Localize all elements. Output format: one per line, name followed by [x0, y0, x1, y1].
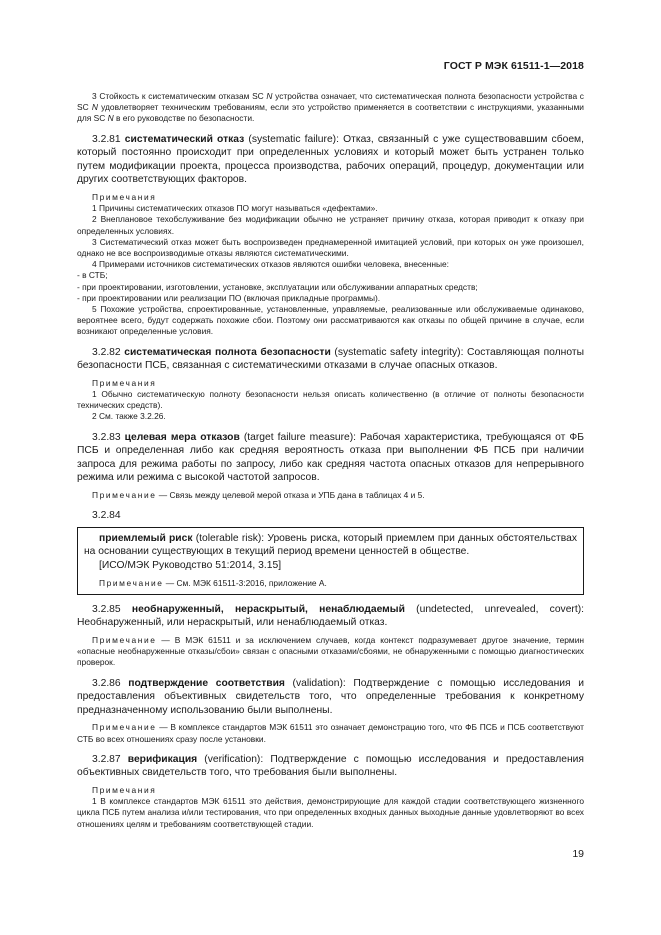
definition-3-2-84: приемлемый риск (tolerable risk): Уровень риска, который приемлем при данных обстоятельствах на основании существующих в текущий период времени ценностей в обществе. [84, 532, 577, 558]
term-systematic-failure: систематический отказ [124, 133, 245, 145]
definition-3-2-87: 3.2.87 верификация (verification): Подтверждение с помощью исследования и предоставления объективных свидетельств того, что требования были выполнены. [77, 753, 584, 779]
note-item: 2 Внеплановое техобслуживание без модификации обычно не устраняет причину отказа, которая приводит к отказу при определенных условиях. [77, 214, 584, 236]
note-single: Примечание — Связь между целевой мерой отказа и УПБ дана в таблицах 4 и 5. [92, 490, 425, 500]
notes-label: Примечания [92, 377, 157, 388]
note-item: 2 См. также 3.2.26. [92, 411, 166, 422]
term-tolerable-risk: приемлемый риск [99, 532, 193, 544]
notes-label: Примечания [92, 784, 157, 795]
notes-label: Примечания [92, 191, 157, 202]
note-list-item: - при проектировании или реализации ПО (включая прикладные программы). [77, 292, 381, 303]
note-item: 4 Примерами источников систематических отказов являются ошибки человека, внесенные: [92, 259, 449, 270]
page-header-title: ГОСТ Р МЭК 61511-1—2018 [443, 60, 584, 72]
note-list-item: - при проектировании, изготовлении, установке, эксплуатации или обслуживании аппаратных средств; [77, 281, 478, 292]
boxed-definition-3-2-84 [77, 527, 584, 595]
term-verification: верификация [127, 753, 198, 765]
term-target-failure-measure: целевая мера отказов [124, 431, 240, 443]
term-undetected: необнаруженный, нераскрытый, ненаблюдаемый [131, 603, 405, 615]
note-item: 1 Причины систематических отказов ПО могут называться «дефектами». [92, 203, 378, 214]
definition-number-3-2-84: 3.2.84 [92, 510, 121, 522]
definition-3-2-82: 3.2.82 систематическая полнота безопасности (systematic safety integrity): Составляющая полноты безопасности ПСБ, связанная с систематическими отказами в случае опасных отказов. [77, 346, 584, 372]
note-item: 1 В комплексе стандартов МЭК 61511 это действия, демонстрирующие для каждой стадии соответствующего жизненного цикла ПСБ путем анализа и/или тестирования, что при определенных входных данных выходные данные удовлетворяют во всех отношениях целям и требованиям соответствующей стадии. [77, 796, 584, 829]
definition-3-2-85: 3.2.85 необнаруженный, нераскрытый, ненаблюдаемый (undetected, unrevealed, covert): Необнаруженный, или нераскрытый, или ненаблюдаемый отказ. [77, 603, 584, 629]
note-single: Примечание — В комплексе стандартов МЭК 61511 это означает демонстрацию того, что ФБ ПСБ и ПСБ соответствуют СТБ во всех отношениях сразу после установки. [77, 722, 584, 744]
definition-3-2-81: 3.2.81 систематический отказ (systematic failure): Отказ, связанный с уже существовавшим сбоем, который постоянно происходит при определенных условиях и который может быть устранен только путем модификации проекта, процесса производства, рабочих операций, процедур, документации или других соответствующих факторов. [77, 133, 584, 186]
note-item: 3 Систематический отказ может быть воспроизведен преднамеренной имитацией условий, при которых он уже произошел, однако не все воспроизводимые отказы являются систематическими. [77, 236, 584, 258]
term-validation: подтверждение соответствия [128, 677, 285, 689]
term-systematic-safety-integrity: систематическая полнота безопасности [124, 346, 331, 358]
page-content [77, 91, 584, 830]
note-single: Примечание — См. МЭК 61511-3:2016, приложение А. [99, 577, 327, 588]
note-item: 1 Обычно систематическую полноту безопасности нельзя описать количественно (в отличие от полноты безопасности технических средств). [77, 389, 584, 411]
page-number: 19 [572, 848, 584, 860]
note-item: 5 Похожие устройства, спроектированные, установленные, управляемые, реализованные или обслуживаемые одинаково, вероятнее всего, будут содержать похожие сбои. Поэтому они рассматриваются как отказы по общей причине в случае, если возникают определенные условия. [77, 304, 584, 337]
definition-3-2-83: 3.2.83 целевая мера отказов (target failure measure): Рабочая характеристика, требующаяся от ФБ ПСБ и определенная либо как средняя вероятность отказа при выполнении ФБ ПСБ при наличии запроса для режима работы по запросу, либо как средняя частота опасных отказов для непрерывного режима или режима с высокой частотой запросов. [77, 431, 584, 484]
note-sc-n: 3 Стойкость к систематическим отказам SC N устройства означает, что систематическая полнота безопасности устройства с SC N удовлетворяет техническим требованиям, если это устройство применяется в соответствии с инструкциями, указанными для SC N в его руководстве по безопасности. [77, 91, 584, 124]
definition-reference: [ИСО/МЭК Руководство 51:2014, 3.15] [99, 559, 282, 571]
note-list-item: - в СТБ; [77, 270, 108, 281]
definition-3-2-86: 3.2.86 подтверждение соответствия (validation): Подтверждение с помощью исследования и предоставления объективных свидетельств того, что определенные требования к конкретному предназначенному использованию были выполнены. [77, 677, 584, 716]
note-single: Примечание — В МЭК 61511 и за исключением случаев, когда контекст подразумевает другое значение, термин «опасные необнаруженные отказы/сбои» связан с опасными отказами/сбоями, не обнаруженными с помощью диагностических проверок. [77, 634, 584, 668]
